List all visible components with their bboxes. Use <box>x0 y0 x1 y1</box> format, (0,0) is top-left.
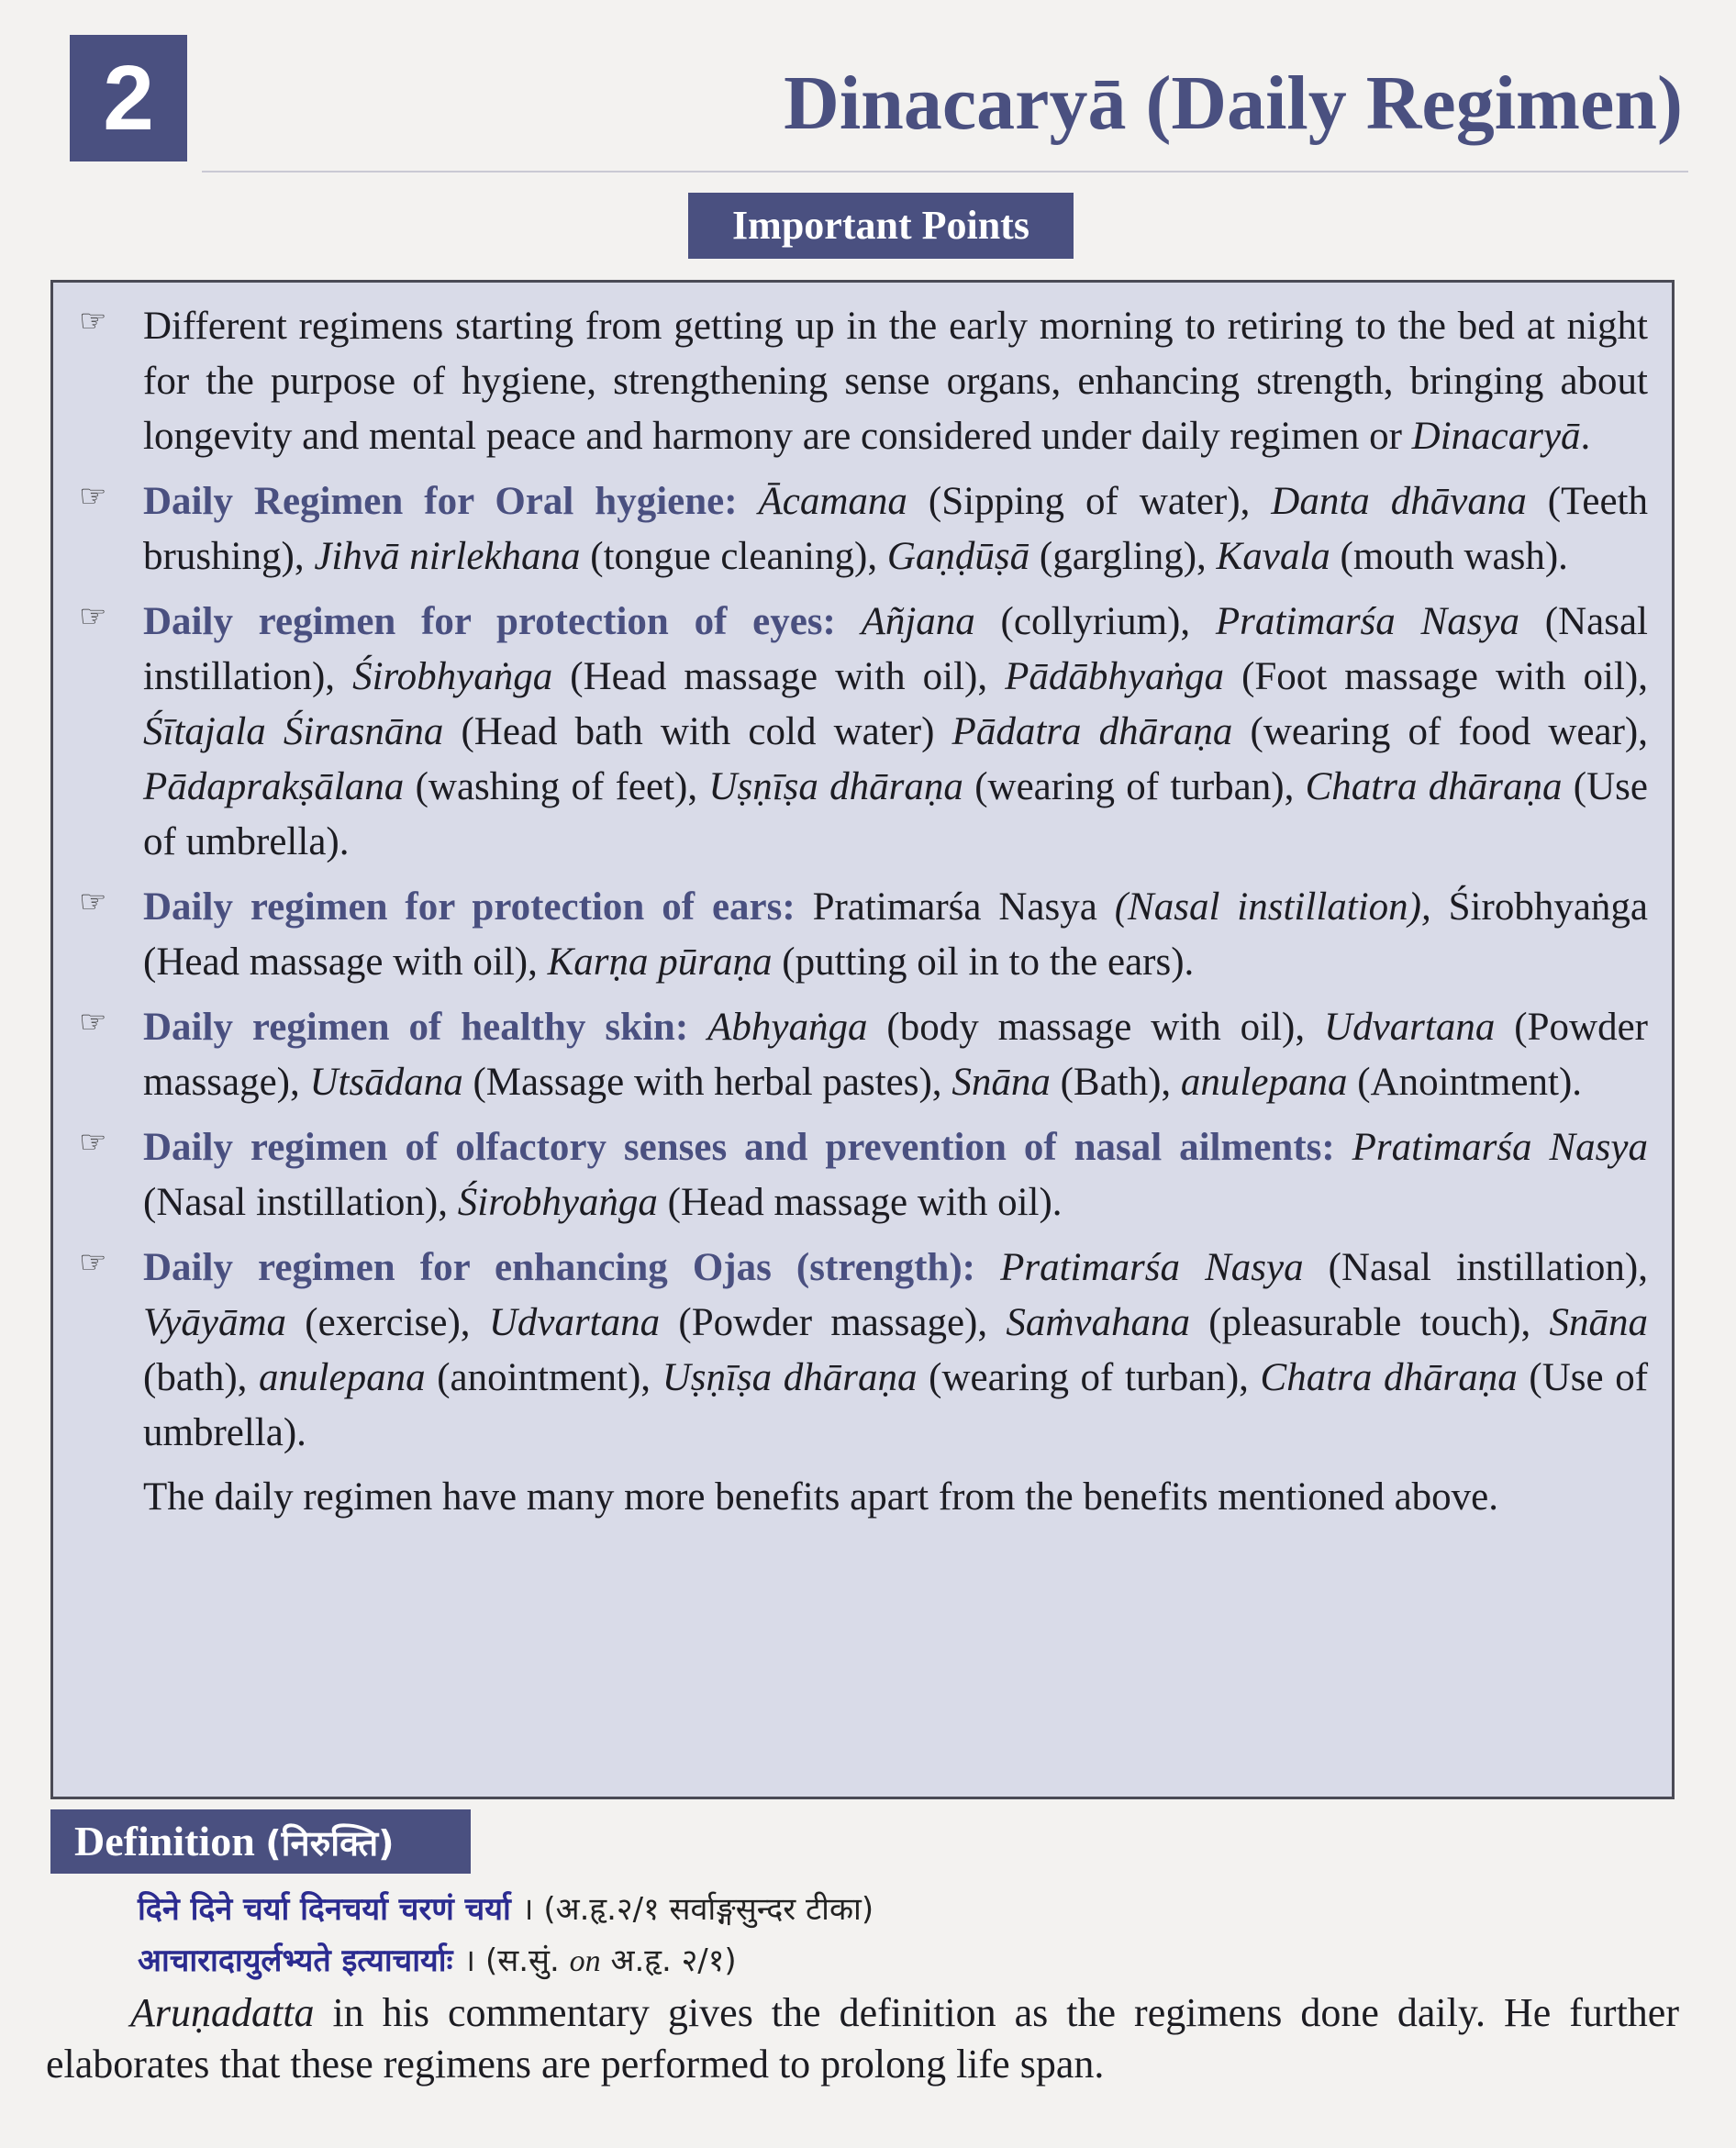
point-text: (pleasurable touch), <box>1190 1301 1550 1344</box>
definition-label-devanagari: (निरुक्ति) <box>265 1823 395 1864</box>
points-list <box>79 299 1649 1461</box>
sanskrit-term: (Nasal instillation), <box>1114 885 1431 929</box>
closing-note: The daily regimen have many more benefits apart from the benefits mentioned above. <box>143 1475 1498 1519</box>
important-points-label: Important Points <box>688 193 1074 259</box>
point-text: (Powder massage), <box>143 1006 1649 1104</box>
point-item <box>79 595 1648 870</box>
point-heading: Daily regimen for protection of ears: <box>143 885 796 929</box>
sanskrit-term: Pādaprakṣālana <box>143 765 405 808</box>
important-points-box <box>50 280 1675 1799</box>
verse-1-text: दिने दिने चर्या दिनचर्या चरणं चर्या <box>138 1891 511 1928</box>
point-heading: Daily regimen for enhancing Ojas (strength): <box>143 1246 975 1289</box>
point-text: (anointment), <box>425 1356 662 1399</box>
point-text: Śirobhyaṅga (Head massage with oil), <box>143 885 1648 984</box>
pointing-hand-icon: ☞ <box>79 1244 107 1281</box>
point-text: (Anointment). <box>1347 1061 1583 1104</box>
sanskrit-term: Śītajala Śirasnāna <box>143 710 444 753</box>
definition-verse-1 <box>138 1886 874 1929</box>
sanskrit-term: Saṁvahana <box>1006 1301 1190 1344</box>
point-heading: Daily regimen of healthy skin: <box>143 1006 689 1049</box>
point-text: (Nasal instillation), <box>143 1181 458 1224</box>
point-text: (wearing of turban), <box>963 765 1306 808</box>
sanskrit-term: Uṣṇīṣa dhāraṇa <box>708 765 963 808</box>
sanskrit-term: Chatra dhāraṇa <box>1260 1356 1518 1399</box>
point-heading: Daily Regimen for Oral hygiene: <box>143 480 738 523</box>
sanskrit-term: Udvartana <box>1324 1006 1496 1049</box>
point-text: (Nasal instillation), <box>1303 1246 1648 1289</box>
sanskrit-term: Añjana <box>861 600 975 643</box>
point-item <box>79 880 1648 990</box>
point-text: (putting oil in to the ears). <box>772 940 1195 984</box>
definition-paragraph-text: in his commentary gives the definition as the regimens done daily. He further elaborates that these regimens are performed to prolong life span. <box>46 1990 1679 2087</box>
point-text: (Foot massage with oil), <box>1224 655 1648 698</box>
point-text: (Use of umbrella). <box>143 765 1648 863</box>
point-item <box>79 474 1648 584</box>
point-text: . <box>1580 415 1591 458</box>
point-text: (Head massage with oil), <box>552 655 1006 698</box>
definition-paragraph <box>46 1987 1679 2090</box>
point-text: (Use of umbrella). <box>143 1356 1649 1454</box>
point-item <box>79 299 1648 464</box>
sanskrit-term: anulepana <box>259 1356 426 1399</box>
sanskrit-term: Pratimarśa Nasya <box>1000 1246 1304 1289</box>
point-item <box>79 1000 1649 1110</box>
point-item <box>79 1241 1649 1461</box>
sanskrit-term: Pādatra dhāraṇa <box>951 710 1233 753</box>
sanskrit-term: Karṇa pūraṇa <box>547 940 773 984</box>
sanskrit-term: Pratimarśa Nasya <box>1352 1126 1648 1169</box>
pointing-hand-icon: ☞ <box>79 598 107 635</box>
point-text: (Powder massage), <box>660 1301 1007 1344</box>
point-text: (washing of feet), <box>404 765 709 808</box>
sanskrit-term: Kavala <box>1216 535 1330 578</box>
sanskrit-term: Snāna <box>951 1061 1051 1104</box>
point-text: (Massage with herbal pastes), <box>462 1061 952 1104</box>
point-text: (Teeth brushing), <box>143 480 1648 578</box>
point-text: (Head bath with cold water) <box>443 710 952 753</box>
sanskrit-term: Chatra dhāraṇa <box>1305 765 1563 808</box>
point-text: (body massage with oil), <box>867 1006 1325 1049</box>
sanskrit-term: Uṣṇīṣa dhāraṇa <box>662 1356 918 1399</box>
point-text: (Head massage with oil). <box>657 1181 1063 1224</box>
point-heading: Daily regimen of olfactory senses and prevention of nasal ailments: <box>143 1126 1335 1169</box>
point-text: Different regimens starting from getting up in the early morning to retiring to the bed at night for the purpose of hygiene, strengthening sense organs, enhancing strength, bringing about longevity and mental peace and harmony are considered under daily regimen or <box>143 305 1648 458</box>
definition-label: Definition <box>74 1818 255 1864</box>
point-text: (wearing of food wear), <box>1232 710 1648 753</box>
verse-2-source-a: । (स.सुं. <box>463 1942 560 1979</box>
point-text: (gargling), <box>1029 535 1217 578</box>
point-text: (Bath), <box>1050 1061 1181 1104</box>
point-text: (Nasal instillation), <box>143 600 1648 698</box>
sanskrit-term: Śirobhyaṅga <box>457 1181 658 1224</box>
definition-heading <box>50 1809 471 1874</box>
point-text: (bath), <box>143 1356 260 1399</box>
point-text: (Sipping of water), <box>907 480 1272 523</box>
point-text: Pratimarśa Nasya <box>812 885 1115 929</box>
point-text: (exercise), <box>286 1301 489 1344</box>
sanskrit-term: Gaṇḍūṣā <box>886 535 1030 578</box>
sanskrit-term: Jihvā nirlekhana <box>314 535 581 578</box>
point-text: (mouth wash). <box>1330 535 1568 578</box>
commentator-name: Aruṇadatta <box>130 1990 315 2035</box>
point-text: (wearing of turban), <box>917 1356 1261 1399</box>
header-rule <box>202 171 1688 173</box>
sanskrit-term: Śirobhyaṅga <box>352 655 553 698</box>
pointing-hand-icon: ☞ <box>79 303 107 339</box>
sanskrit-term: Ācamana <box>758 480 907 523</box>
sanskrit-term: anulepana <box>1180 1061 1348 1104</box>
pointing-hand-icon: ☞ <box>79 884 107 920</box>
pointing-hand-icon: ☞ <box>79 478 107 515</box>
chapter-number: 2 <box>70 35 187 161</box>
point-heading: Daily regimen for protection of eyes: <box>143 600 836 643</box>
sanskrit-term: Snāna <box>1549 1301 1648 1344</box>
definition-verse-2 <box>138 1938 737 1980</box>
sanskrit-term: Vyāyāma <box>143 1301 287 1344</box>
verse-2-source-on: on <box>569 1944 601 1978</box>
sanskrit-term: Abhyaṅga <box>707 1006 868 1049</box>
sanskrit-term: Udvartana <box>488 1301 661 1344</box>
point-text: (collyrium), <box>974 600 1216 643</box>
verse-2-source <box>463 1942 736 1979</box>
verse-2-source-b: अ.हृ. २/१) <box>610 1942 737 1979</box>
point-item <box>79 1120 1648 1230</box>
chapter-title: Dinacaryā (Daily Regimen) <box>784 61 1683 146</box>
sanskrit-term: Pratimarśa Nasya <box>1215 600 1520 643</box>
sanskrit-term: Pādābhyaṅga <box>1005 655 1225 698</box>
pointing-hand-icon: ☞ <box>79 1004 107 1041</box>
point-text: (tongue cleaning), <box>580 535 887 578</box>
verse-2-text: आचारादायुर्लभ्यते इत्याचार्याः <box>138 1942 453 1979</box>
pointing-hand-icon: ☞ <box>79 1124 107 1161</box>
sanskrit-term: Dinacaryā <box>1411 415 1581 458</box>
sanskrit-term: Utsādana <box>309 1061 463 1104</box>
sanskrit-term: Danta dhāvana <box>1271 480 1527 523</box>
verse-1-source: । (अ.हृ.२/१ सर्वाङ्गसुन्दर टीका) <box>521 1891 874 1928</box>
